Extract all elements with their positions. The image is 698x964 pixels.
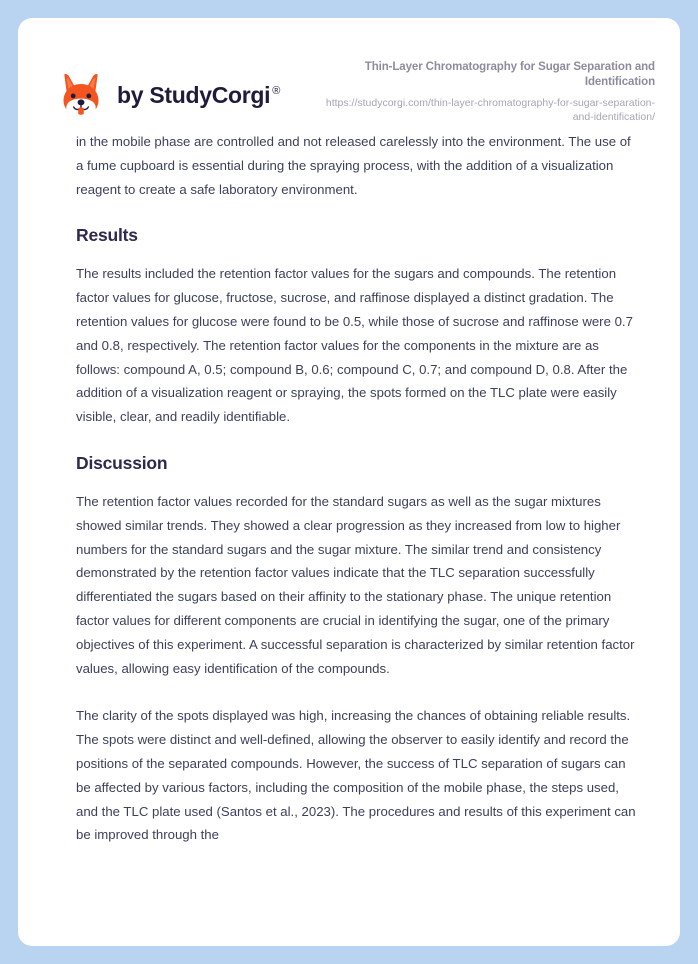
discussion-paragraph-1: The retention factor values recorded for the standard sugars as well as the sugar mixtures showed similar trends. They showed a clear progression as they increased from low to higher numbers for the standard sugars and the sugar mixture. The similar trend and consistency demonstrated by the retention factor values indicate that the TLC separation successfully differentiated the sugars based on their affinity to the stationary phase. The unique retention factor values for different components are crucial in identifying the sugar, one of the primary objectives of this experiment. A successful separation is characterized by similar retention factor values, allowing easy identification of the compounds. xyxy=(76,493,635,676)
section-heading-discussion: Discussion xyxy=(76,452,168,473)
brand-wordmark-text: by StudyCorgi xyxy=(117,81,271,108)
section-heading-results: Results xyxy=(76,225,138,246)
document-header xyxy=(18,18,680,130)
registered-trademark-icon: ® xyxy=(272,84,281,97)
document-meta xyxy=(315,60,655,124)
results-paragraph-1: The results included the retention factor values for the sugars and compounds. The retention factor values for glucose, fructose, sucrose, and raffinose displayed a distinct gradation. The retention values for glucose were found to be 0.5, while those of sucrose and raffinose were 0.7 and 0.8, respectively. The retention factor values for the components in the mixture are as follows: compound A, 0.5; compound B, 0.6; compound C, 0.7; and compound D, 0.8. After the addition of a visualization reagent or spraying, the spots formed on the TLC plate were easily visible, clear, and readily identifiable. xyxy=(76,266,633,425)
corgi-face-logo-icon xyxy=(58,72,104,118)
document-page xyxy=(18,18,680,946)
document-title: Thin-Layer Chromatography for Sugar Separation and Identification xyxy=(364,60,655,89)
brand-wordmark xyxy=(117,82,280,109)
intro-paragraph: in the mobile phase are controlled and not released carelessly into the environment. The use of a fume cupboard is essential during the spraying process, with the addition of a visualization reagent to create a safe laboratory environment. xyxy=(76,134,631,197)
brand-logo[interactable] xyxy=(58,72,280,118)
discussion-paragraph-2: The clarity of the spots displayed was high, increasing the chances of obtaining reliable results. The spots were distinct and well-defined, allowing the observer to easily identify and record the positions of the separated compounds. However, the success of TLC separation of sugars can be affected by various factors, including the composition of the mobile phase, the steps used, and the TLC plate used (Santos et al., 2023). The procedures and results of this experiment can be improved through the xyxy=(76,708,636,843)
document-url[interactable]: https://studycorgi.com/thin-layer-chromatography-for-sugar-separation-and-identification/ xyxy=(325,96,655,124)
document-body xyxy=(18,130,680,847)
